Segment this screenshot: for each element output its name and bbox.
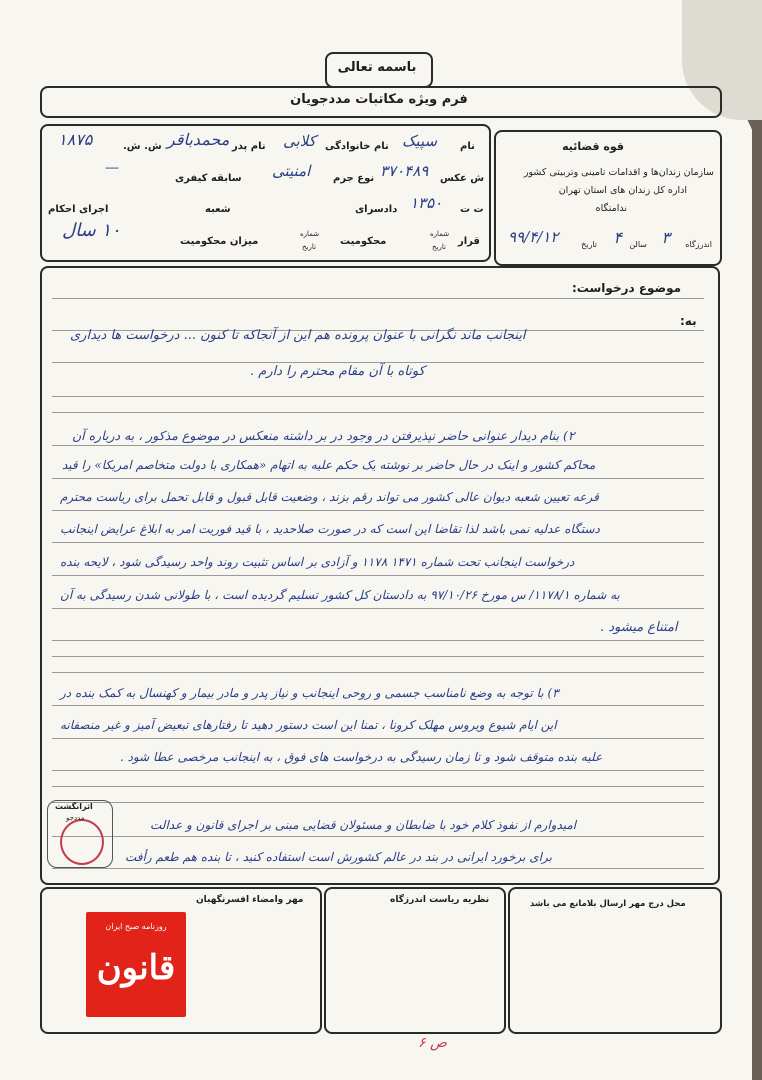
ward-label: اندرزگاه: [685, 240, 712, 249]
ruled-line: [52, 738, 704, 739]
date-value: ۹۹/۴/۱۲: [508, 228, 559, 246]
request-line: محاکم کشور و اینک در حال حاضر بر نوشته یک حکم علیه به اتهام «همکاری با دولت متخاصم امریکا» را قید: [62, 458, 596, 472]
logo-name: قانون: [96, 948, 176, 988]
ruled-line: [52, 656, 704, 657]
ruled-line: [52, 672, 704, 673]
ward-value: ۳: [661, 228, 670, 247]
ruled-line: [52, 836, 704, 837]
ruled-line: [52, 770, 704, 771]
form-title-text: فرم ویژه مکاتبات مددجویان: [290, 92, 468, 107]
to-label: به:: [680, 314, 697, 328]
ruled-line: [52, 575, 704, 576]
fingerprint-sub-label: مددجو: [66, 814, 85, 822]
ruled-line: [52, 298, 704, 299]
page-note: ص ۶: [418, 1035, 447, 1051]
request-line: اینجانب ماند نگرانی با عنوان پرونده هم این از آنجاکه تا کنون ... درخواست ها دیداری: [70, 328, 526, 343]
conviction-date-label: تاریخ: [302, 243, 316, 251]
record-value: —: [105, 160, 119, 176]
org-line-4: ندامتگاه: [595, 203, 627, 214]
stamp-box: [508, 887, 722, 1034]
request-line: قرعه تعیین شعبه دیوان عالی کشور می تواند رقم بزند ، وضعیت قابل قبول و قابل تحمل برای ریاست محترم: [60, 490, 599, 504]
family-label: نام خانوادگی: [325, 141, 389, 152]
hall-value: ۴: [613, 228, 622, 247]
org-line-3: اداره کل زندان های استان تهران: [558, 185, 687, 196]
subject-label: موضوع درخواست:: [572, 281, 682, 295]
org-line-2: سازمان زندان‌ها و اقدامات تامینی وتربیتی کشور: [523, 167, 714, 178]
ruled-line: [52, 510, 704, 511]
ruled-line: [52, 445, 704, 446]
name-label: نام: [460, 141, 475, 152]
term-label: میزان محکومیت: [180, 236, 259, 247]
crime-value: امنیتی: [272, 162, 311, 180]
request-line: درخواست اینجانب تحت شماره ۱۴۷۱ ۱۱۷۸ و آزادی بر اساس تثبیت روند واحد رسیدگی شود ، لایحه بنده: [60, 555, 575, 569]
family-value: کلابی: [283, 132, 316, 150]
date-label: تاریخ: [581, 240, 597, 249]
conviction-number-label: شماره: [300, 230, 320, 238]
exec-label: اجرای احکام: [48, 204, 109, 215]
ruled-line: [52, 542, 704, 543]
photo-label: ش عکس: [440, 173, 485, 184]
ruled-line: [52, 868, 704, 869]
tt-value: ۱۳۵۰: [410, 194, 443, 212]
court-label: دادسرای: [355, 204, 398, 215]
hall-label: سالن: [629, 240, 647, 249]
fingerprint-stamp: [60, 819, 104, 865]
title-text: باسمه تعالی: [337, 60, 417, 75]
name-value: سپیک: [402, 132, 438, 150]
id-value: ۱۸۷۵: [58, 130, 93, 149]
ward-head-label: نظریه ریاست اندرزگاه: [390, 895, 490, 905]
crime-label: نوع جرم: [333, 173, 375, 184]
term-value: ۱۰ سال: [62, 220, 121, 241]
request-line: کوتاه با آن مقام محترم را دارم .: [250, 364, 425, 379]
ruled-line: [52, 396, 704, 397]
request-line: برای برخورد ایرانی در بند در عالم کشورش است استفاده کنید ، تا بنده هم طعم رأفت: [125, 850, 552, 864]
tt-label: ت ت: [460, 204, 484, 215]
order-date-label: تاریخ: [432, 243, 446, 251]
record-label: سابقه کیفری: [175, 173, 242, 184]
father-value: محمدباقر: [167, 130, 230, 149]
request-line: امتناع میشود .: [600, 620, 678, 635]
order-label: قرار: [458, 236, 480, 247]
ruled-line: [52, 608, 704, 609]
guard-label: مهر وامضاء افسرنگهبان: [196, 895, 304, 905]
request-line: دستگاه عدلیه نمی باشد لذا تقاضا این است که در صورت صلاحدید ، با قید فوریت امر به ابلاغ عرایض اینجانب: [60, 522, 600, 536]
request-line: امیدوارم از نفوذ کلام خود با ضابطان و مسئولان قضایی مبنی بر اجرای قانون و عدالت: [150, 818, 577, 832]
ruled-line: [52, 705, 704, 706]
photo-value: ۳۷۰۴۸۹: [380, 162, 429, 180]
conviction-label: محکومیت: [340, 236, 387, 247]
ruled-line: [52, 640, 704, 641]
ruled-line: [52, 786, 704, 787]
request-line: علیه بنده متوقف شود و تا زمان رسیدگی به درخواست های فوق ، به اینجانب مرخصی عطا شود .: [120, 750, 603, 764]
ruled-line: [52, 802, 704, 803]
father-label: نام پدر: [232, 141, 266, 152]
id-label: ش. ش.: [123, 141, 162, 152]
ruled-line: [52, 362, 704, 363]
ruled-line: [52, 478, 704, 479]
request-line: ۲) بنام دیدار عنوانی حاضر نپذیرفتن در وجود در بر داشته منعکس در موضوع مذکور ، به درباره آن: [72, 428, 575, 443]
logo-subtitle: روزنامه صبح ایران: [105, 922, 167, 931]
qanun-logo: [86, 912, 186, 1017]
order-number-label: شماره: [430, 230, 450, 238]
ruled-line: [52, 412, 704, 413]
org-line-1: قوه قضائیه: [562, 140, 624, 153]
request-line: ۳) با توجه به وضع نامناسب جسمی و روحی اینجانب و نیاز پدر و مادر بیمار و کهنسال به کمک بنده در: [60, 686, 559, 700]
branch-label: شعبه: [205, 204, 231, 215]
request-line: به شماره ۱۱۷۸/۱/ س مورخ ۹۷/۱۰/۲۶ به دادستان کل کشور تسلیم گردیده است ، با طولانی شدن رسیدگی به آن: [60, 588, 620, 602]
request-line: این ایام شیوع ویروس مهلک کرونا ، تمنا این است دستور دهید تا رفتارهای تبعیض آمیز و غیر منصفانه: [60, 718, 557, 732]
ward-head-box: [324, 887, 506, 1034]
fingerprint-label: اثرانگشت: [55, 802, 93, 811]
stamp-label: محل درج مهر ارسال بلامانع می باشد: [530, 899, 686, 909]
